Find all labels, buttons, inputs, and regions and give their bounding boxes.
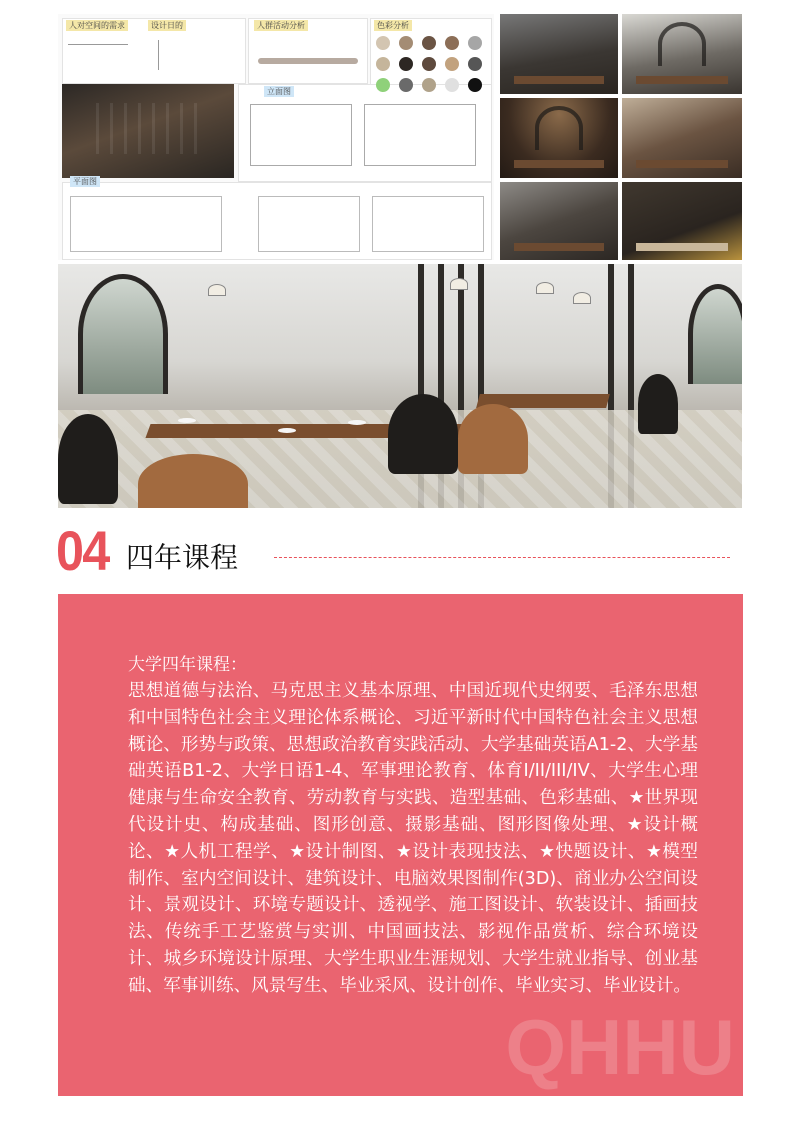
- plate: [348, 420, 366, 425]
- label-color-analysis: 色彩分析: [374, 20, 412, 31]
- color-swatch: [399, 57, 413, 71]
- render-thumbnail-2: [622, 14, 742, 94]
- diagram-line: [68, 44, 128, 45]
- plate: [178, 418, 196, 423]
- chair: [388, 394, 458, 474]
- render-thumbnail-5: [500, 182, 618, 260]
- design-analysis-board: [58, 14, 494, 260]
- arched-window: [688, 284, 742, 384]
- color-swatch: [422, 57, 436, 71]
- chair: [458, 404, 528, 474]
- render-thumbnail-4: [622, 98, 742, 178]
- elevation-drawing: [364, 104, 476, 166]
- crowd-path: [258, 58, 358, 64]
- arched-window: [78, 274, 168, 394]
- color-swatch: [399, 78, 413, 92]
- diagram-line: [158, 40, 159, 70]
- section-divider: [274, 557, 730, 558]
- color-swatch: [422, 36, 436, 50]
- floor-plan-drawing: [70, 196, 222, 252]
- elevation-drawing: [250, 104, 352, 166]
- color-swatch: [468, 78, 482, 92]
- label-crowd-analysis: 人群活动分析: [254, 20, 308, 31]
- color-swatch: [376, 78, 390, 92]
- pendant-lamp: [208, 284, 226, 296]
- curriculum-text: 思想道德与法治、马克思主义基本原理、中国近现代史纲要、毛泽东思想和中国特色社会主义理论体系概论、习近平新时代中国特色社会主义思想概论、形势与政策、思想政治教育实践活动、大学基础英语A1-2、大学基础英语B1-2、大学日语1-4、军事理论教育、体育I/II/III/IV、大学生心理健康与生命安全教育、劳动教育与实践、造型基础、色彩基础、★世界现代设计史、构成基础、图形创意、摄影基础、图形图像处理、★设计概论、★人机工程学、★设计制图、★设计表现技法、★快题设计、★模型制作、室内空间设计、建筑设计、电脑效果图制作(3D)、商业办公空间设计、景观设计、环境专题设计、透视学、施工图设计、软装设计、插画技法、传统手工艺鉴赏与实训、中国画技法、影视作品赏析、综合环境设计、城乡环境设计原理、大学生职业生涯规划、大学生就业指导、创业基础、军事训练、风景写生、毕业采风、设计创作、毕业实习、毕业设计。: [128, 681, 698, 996]
- chair: [58, 414, 118, 504]
- color-swatch: [376, 36, 390, 50]
- label-elevation: 立面图: [264, 86, 294, 97]
- pendant-lamp: [450, 278, 468, 290]
- pendant-lamp: [536, 282, 554, 294]
- section-drawing: [372, 196, 484, 252]
- color-swatch: [468, 57, 482, 71]
- chair: [138, 454, 248, 508]
- color-swatch: [376, 57, 390, 71]
- section-title: 四年课程: [126, 541, 239, 574]
- section-number: 04: [56, 519, 109, 582]
- color-swatch: [445, 57, 459, 71]
- render-thumbnail-6: [622, 182, 742, 260]
- label-design-day: 设计日的: [148, 20, 186, 31]
- pendant-lamp: [573, 292, 591, 304]
- render-preview: [62, 84, 234, 178]
- plate: [278, 428, 296, 433]
- project-gallery: [58, 14, 742, 508]
- color-swatch: [445, 78, 459, 92]
- chair: [638, 374, 678, 434]
- section-drawing: [258, 196, 360, 252]
- color-swatch: [445, 36, 459, 50]
- curriculum-heading: 大学四年课程：: [128, 655, 247, 675]
- main-interior-render: [58, 264, 742, 508]
- label-floor-plan: 平面图: [70, 176, 100, 187]
- color-swatch: [422, 78, 436, 92]
- label-space-needs: 人对空间的需求: [66, 20, 128, 31]
- render-thumbnail-1: [500, 14, 618, 94]
- curriculum-card: [58, 594, 743, 1096]
- render-thumbnail-3: [500, 98, 618, 178]
- color-swatch: [399, 36, 413, 50]
- color-swatch: [468, 36, 482, 50]
- watermark: QHHU: [505, 1003, 735, 1091]
